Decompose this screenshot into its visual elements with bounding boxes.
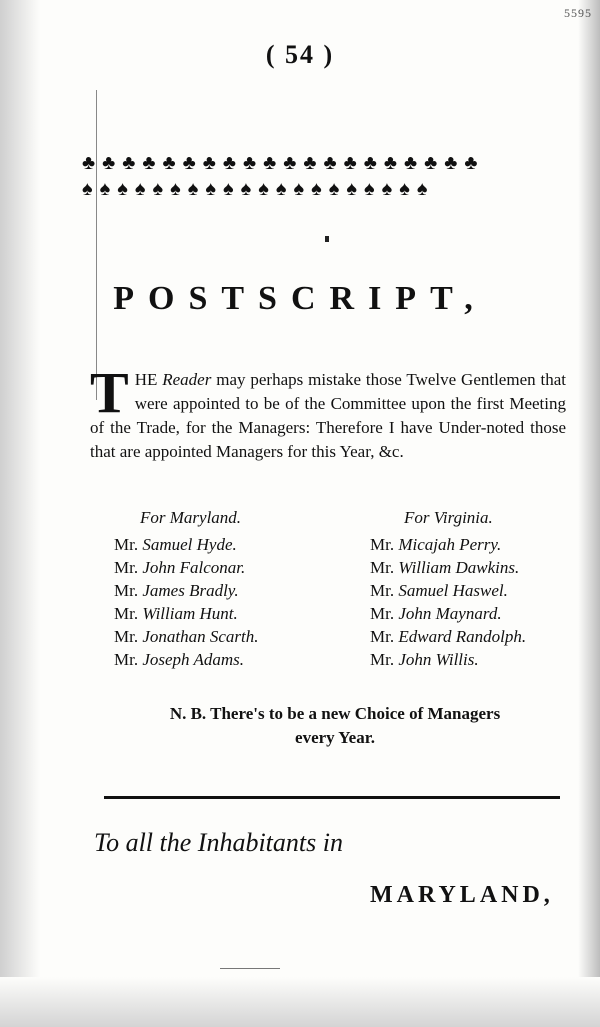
page-shadow-bottom [0,977,600,1027]
list-item: Mr. Jonathan Scarth. [114,627,259,646]
corner-note: 5595 [564,6,592,20]
page-number: ( 54 ) [265,40,335,69]
postscript-paragraph [90,360,567,464]
ornament-row-top: ♣ ♣ ♣ ♣ ♣ ♣ ♣ ♣ ♣ ♣ ♣ ♣ ♣ ♣ ♣ ♣ ♣ ♣ ♣ ♣ [82,152,479,174]
maryland-managers-list [114,506,334,671]
virginia-managers-list [370,506,580,671]
region-heading: MARYLAND, [370,882,554,908]
note-line-1: N. B. There's to be a new Choice of Managers [169,704,501,723]
bottom-rule [220,968,280,969]
list-item: Mr. John Maynard. [370,604,502,623]
list-item: Mr. William Dawkins. [370,558,520,577]
list-item: Mr. Samuel Haswel. [370,581,508,600]
maryland-list-title: For Maryland. [140,508,242,527]
list-item: Mr. John Willis. [370,650,479,669]
drop-cap: T [90,360,129,425]
list-item: Mr. John Falconar. [114,558,246,577]
note-line-2: every Year. [295,728,375,747]
ornament-row-bottom: ♠ ♠ ♠ ♠ ♠ ♠ ♠ ♠ ♠ ♠ ♠ ♠ ♠ ♠ ♠ ♠ ♠ ♠ ♠ ♠ [82,178,429,200]
address-heading: To all the Inhabitants in [94,828,343,857]
margin-line [96,90,97,400]
list-item: Mr. Joseph Adams. [114,650,245,669]
list-item: Mr. Edward Randolph. [370,627,527,646]
page-title: POSTSCRIPT, [113,280,487,317]
decorative-ornament-band [82,150,562,212]
paragraph-text-start: HE [134,370,163,389]
list-item: Mr. William Hunt. [114,604,238,623]
nota-bene-note [92,702,578,750]
section-rule [104,796,560,799]
list-item: Mr. Micajah Perry. [370,535,502,554]
page-shadow-left [0,0,40,1027]
list-item: Mr. Samuel Hyde. [114,535,237,554]
paragraph-text-rest: may perhaps mistake those Twelve Gentlemen that were appointed to be of the Committee upon the first Meeting of the Trade, for the Managers: Therefore I have Under-noted those that are appointed Managers for this Year, &c. [90,370,567,461]
list-item: Mr. James Bradly. [114,581,239,600]
paragraph-reader-word: Reader [162,370,212,389]
page-shadow-right [578,0,600,1027]
virginia-list-title: For Virginia. [404,508,493,527]
ornament-dot [325,236,329,242]
